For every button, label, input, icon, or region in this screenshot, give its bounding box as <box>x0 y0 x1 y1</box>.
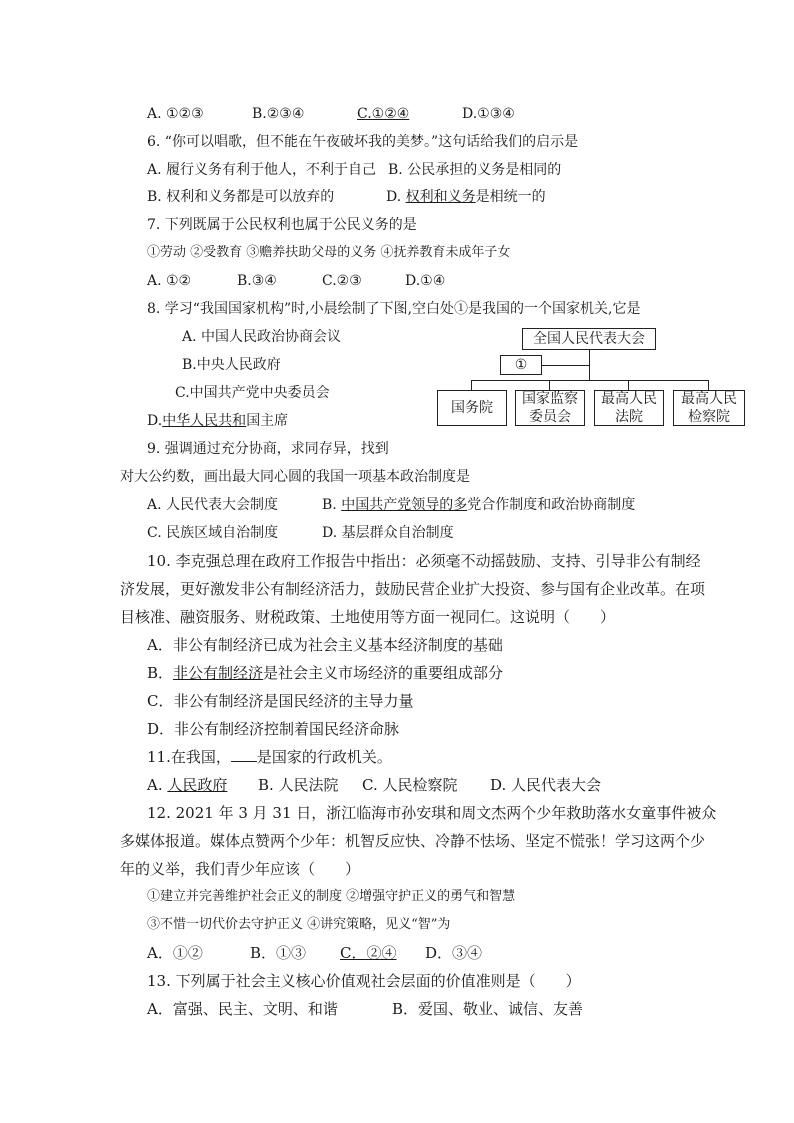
diagram-connector <box>542 365 589 366</box>
q13-stem: 13. 下列属于社会主义核心价值观社会层面的价值准则是（ ） <box>147 972 581 990</box>
diagram-connector <box>471 380 709 381</box>
q7-items: ①劳动 ②受教育 ③赡养扶助父母的义务 ④抚养教育未成年子女 <box>147 245 511 260</box>
q10-option-d: D．非公有制经济控制着国民经济命脉 <box>147 720 400 738</box>
diagram-child-box: 最高人民 检察院 <box>673 390 745 426</box>
q6-stem: 6. “你可以唱歌，但不能在午夜破坏我的美梦。”这句话给我们的启示是 <box>147 134 579 150</box>
q9-stem-line1: 9. 强调通过充分协商，求同存异，找到 <box>147 441 389 457</box>
diagram-child-box: 国务院 <box>437 390 507 426</box>
q11-option-d: D. 人民代表大会 <box>490 776 602 794</box>
diagram-connector <box>471 380 472 390</box>
q12-stem-line2: 多媒体报道。媒体点赞两个少年：机智反应快、冷静不怯场、坚定不慌张！学习这两个少 <box>120 832 706 850</box>
q10-option-b: B．非公有制经济是社会主义市场经济的重要组成部分 <box>147 664 504 682</box>
q5-option-a: A. ①②③ <box>147 106 204 122</box>
q7-option-c: C.②③ <box>322 273 362 289</box>
q8-option-b: B.中央人民政府 <box>182 357 281 373</box>
q10-option-c: C．非公有制经济是国民经济的主导力量 <box>147 692 414 710</box>
q11-option-b: B. 人民法院 <box>258 776 339 794</box>
q8-option-d: D.中华人民共和国主席 <box>147 413 289 429</box>
q6-option-c: B. 权利和义务都是可以放弃的 <box>147 189 335 205</box>
q6-option-a: A. 履行义务有利于他人，不利于自己 <box>147 162 377 178</box>
q8-option-c: C.中国共产党中央委员会 <box>175 385 330 401</box>
diagram-connector <box>549 380 550 390</box>
q9-option-b: B. 中国共产党领导的多党合作制度和政治协商制度 <box>322 497 636 513</box>
q12-items-line2: ③不惜一切代价去守护正义 ④讲究策略，见义“智”为 <box>147 917 451 932</box>
q10-stem-line2: 济发展，更好激发非公有制经济活力，鼓励民营企业扩大投资、参与国有企业改革。在项 <box>120 580 706 598</box>
q5-option-c <box>357 104 409 124</box>
q7-option-d: D.①④ <box>405 273 446 289</box>
q10-stem-line1: 10. 李克强总理在政府工作报告中指出：必须毫不动摇鼓励、支持、引导非公有制经 <box>147 552 701 570</box>
q5-option-c-text: C.①②④ <box>357 106 410 122</box>
q12-items-line1: ①建立并完善维护社会正义的制度 ②增强守护正义的勇气和智慧 <box>147 889 516 904</box>
q12-option-a: A．①② <box>147 944 203 962</box>
q13-option-a: A．富强、民主、文明、和谐 <box>147 1000 338 1018</box>
q10-option-a: A．非公有制经济已成为社会主义基本经济制度的基础 <box>147 636 503 654</box>
q7-option-a: A. ①② <box>147 273 192 289</box>
q12-stem-line3: 年的义举，我们青少年应该（ ） <box>120 860 361 878</box>
q5-option-d: D.①③④ <box>462 106 515 122</box>
q8-stem: 8. 学习“我国国家机构”时,小晨绘制了下图,空白处①是我国的一个国家机关,它是 <box>147 301 641 317</box>
q11-blank <box>231 747 257 762</box>
q9-option-c: C. 民族区域自治制度 <box>147 525 279 541</box>
diagram-top-box: 全国人民代表大会 <box>522 328 656 350</box>
q11-option-a: A. 人民政府 <box>147 776 228 794</box>
diagram-blank-box: ① <box>500 355 542 375</box>
q9-stem-line2: 对大公约数，画出最大同心圆的我国一项基本政治制度是 <box>120 469 470 485</box>
diagram-connector <box>708 380 709 390</box>
q10-stem-line3: 目核准、融资服务、财税政策、土地使用等方面一视同仁。这说明（ ） <box>120 608 616 626</box>
diagram-connector <box>628 380 629 390</box>
q6-option-d: D. 权利和义务是相统一的 <box>386 189 546 205</box>
diagram-connector <box>589 350 590 380</box>
diagram-child-box: 最高人民 法院 <box>594 390 664 426</box>
q5-option-b: B.②③④ <box>252 106 305 122</box>
diagram-child-box: 国家监察 委员会 <box>515 390 585 426</box>
q11-stem: 11.在我国， 是国家的行政机关。 <box>147 748 392 766</box>
q11-option-c: C. 人民检察院 <box>362 776 458 794</box>
q13-option-b: B．爱国、敬业、诚信、友善 <box>392 1000 584 1018</box>
q9-option-d: D. 基层群众自治制度 <box>322 525 454 541</box>
q12-option-b: B．①③ <box>250 944 307 962</box>
q12-stem-line1: 12. 2021 年 3 月 31 日，浙江临海市孙安琪和周文杰两个少年救助落水女童事件被众 <box>147 804 717 822</box>
q12-option-c: C．②④ <box>340 944 397 962</box>
q12-option-d: D．③④ <box>425 944 483 962</box>
q9-option-a: A. 人民代表大会制度 <box>147 497 279 513</box>
q7-option-b: B.③④ <box>237 273 277 289</box>
q6-option-b: B. 公民承担的义务是相同的 <box>388 162 562 178</box>
q7-stem: 7. 下列既属于公民权利也属于公民义务的是 <box>147 217 417 233</box>
q8-option-a: A. 中国人民政治协商会议 <box>182 329 342 345</box>
